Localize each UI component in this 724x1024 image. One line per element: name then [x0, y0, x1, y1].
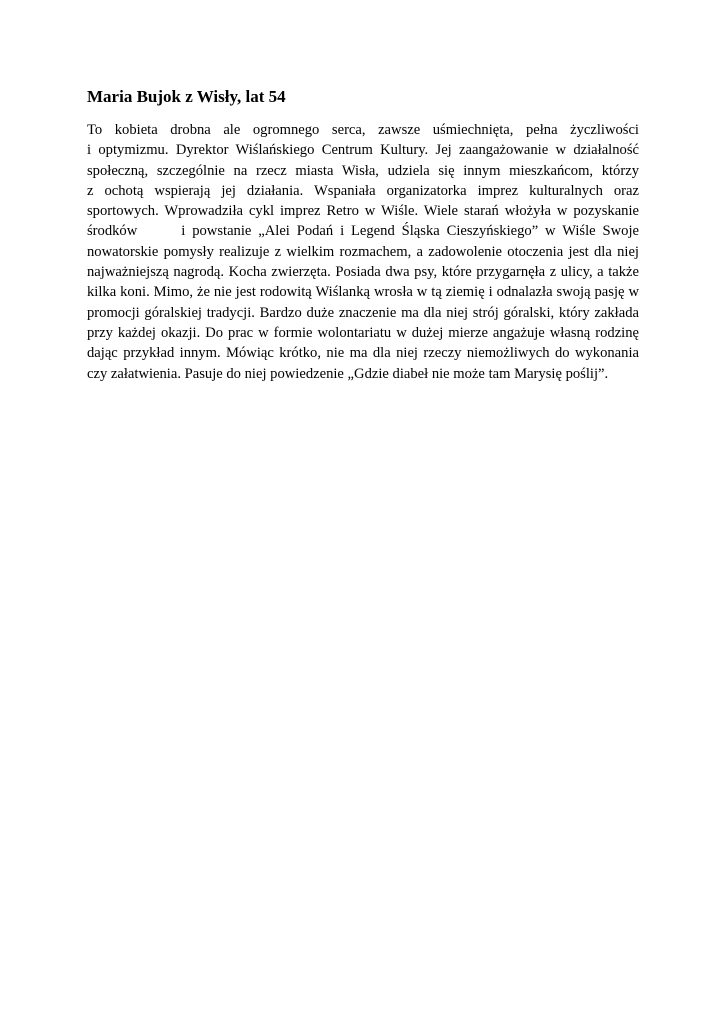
paragraph-line: sportowych. Wprowadziła cykl imprez Retro w Wiśle. Wiele starań włożyła w pozyskanie	[87, 203, 639, 220]
paragraph-line: społeczną, szczególnie na rzecz miasta Wisła, udziela się innym mieszkańcom, którzy	[87, 162, 639, 179]
paragraph-line: nowatorskie pomysły realizuje z wielkim rozmachem, a zadowolenie otoczenia jest dla niej	[87, 243, 639, 260]
paragraph-line: kilka koni. Mimo, że nie jest rodowitą Wiślanką wrosła w tą ziemię i odnalazła swoją pasję w	[87, 284, 639, 301]
paragraph-line: To kobieta drobna ale ogromnego serca, zawsze uśmiechnięta, pełna życzliwości	[87, 122, 639, 138]
paragraph-line-last: czy załatwienia. Pasuje do niej powiedzenie „Gdzie diabeł nie może tam Marysię poślij”.	[87, 365, 609, 382]
paragraph-line: przy każdej okazji. Do prac w formie wolontariatu w dużej mierze angażuje własną rodzinę	[87, 324, 639, 341]
paragraph-line-split	[87, 221, 639, 241]
paragraph-line: promocji góralskiej tradycji. Bardzo duże znaczenie ma dla niej strój góralski, który zakłada	[87, 304, 639, 321]
paragraph-line-start: środków	[87, 223, 138, 240]
document-title: Maria Bujok z Wisły, lat 54	[87, 87, 286, 106]
paragraph-line: najważniejszą nagrodą. Kocha zwierzęta. Posiada dwa psy, które przygarnęła z ulicy, a także	[87, 264, 639, 281]
paragraph-line-end: i powstanie „Alei Podań i Legend Śląska Cieszyńskiego” w Wiśle Swoje	[181, 223, 639, 240]
paragraph-line: dając przykład innym. Mówiąc krótko, nie ma dla niej rzeczy niemożliwych do wykonania	[87, 345, 639, 362]
body-paragraph	[87, 120, 639, 384]
paragraph-line: z ochotą wspierają jej działania. Wspaniała organizatorka imprez kulturalnych oraz	[87, 182, 639, 199]
paragraph-line: i optymizmu. Dyrektor Wiślańskiego Centrum Kultury. Jej zaangażowanie w działalność	[87, 142, 639, 159]
